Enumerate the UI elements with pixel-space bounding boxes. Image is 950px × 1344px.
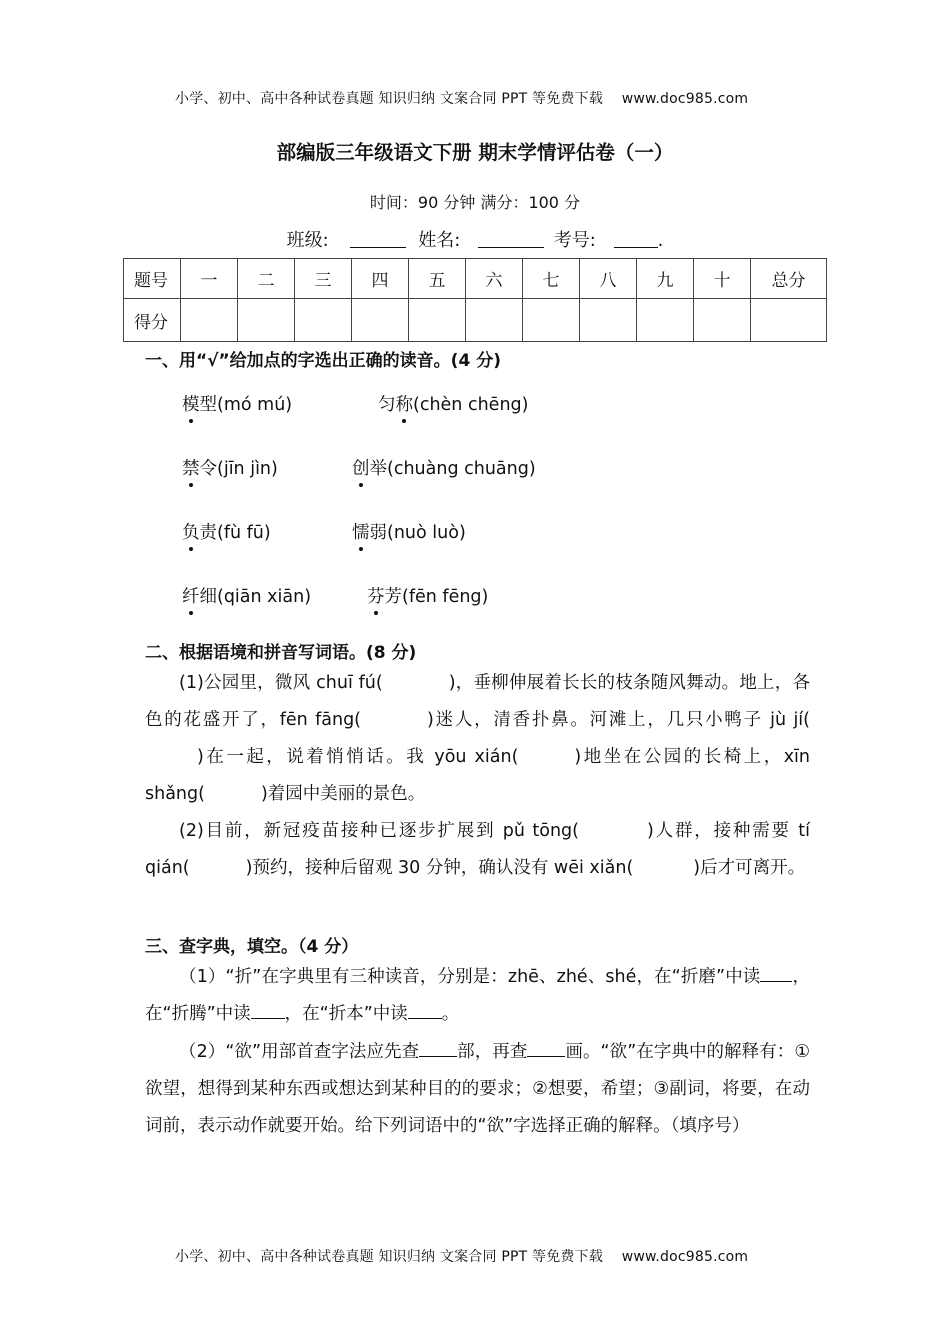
- banner-site-link[interactable]: www.doc985.com: [621, 91, 749, 107]
- page-title: 部编版三年级语文下册 期末学情评估卷（一）: [276, 141, 674, 164]
- column-header: 九: [637, 259, 694, 299]
- score-cell[interactable]: [751, 299, 827, 342]
- text-segment: )在一起，说着悄悄话。我 yōu xián(: [197, 747, 519, 767]
- pinyin-item[interactable]: [352, 519, 466, 544]
- student-info-line: [0, 226, 950, 252]
- name-blank[interactable]: [478, 229, 544, 248]
- dotted-char: 模: [182, 391, 200, 416]
- section-1-heading: 一、用“√”给加点的字选出正确的读音。(4 分): [145, 351, 501, 371]
- section-3-heading: 三、查字典，填空。（4 分）: [145, 937, 359, 957]
- answer-blank[interactable]: [251, 1003, 285, 1019]
- dotted-char: 纤: [182, 583, 200, 608]
- answer-blank[interactable]: [408, 1003, 442, 1019]
- exam-time-score: 时间：90 分钟 满分：100 分: [369, 193, 581, 212]
- column-header: 三: [295, 259, 352, 299]
- pinyin-item[interactable]: [182, 519, 271, 544]
- section-2-heading: 二、根据语境和拼音写词语。(8 分): [145, 643, 417, 663]
- pinyin-options: 芳(fēn fēng): [384, 587, 489, 607]
- dotted-char: 懦: [352, 519, 370, 544]
- score-cell[interactable]: [466, 299, 523, 342]
- class-label: 班级:: [286, 230, 329, 251]
- text-segment: ，在“折腾”中读: [145, 967, 810, 1024]
- score-cell[interactable]: [637, 299, 694, 342]
- dotted-char: 负: [182, 519, 200, 544]
- pinyin-options: 弱(nuò luò): [369, 523, 466, 543]
- pinyin-options: 责(fù fū): [199, 523, 271, 543]
- question-number-header: 题号: [124, 259, 181, 299]
- text-segment: )人群，接种需要 tí qián(: [145, 821, 810, 878]
- score-cell[interactable]: [523, 299, 580, 342]
- text-segment: )地坐在公园的长椅上，xīn shǎng(: [145, 747, 811, 804]
- text-segment: )后才可离开。: [693, 858, 806, 878]
- dotted-char: 创: [352, 455, 370, 480]
- plain-char: 匀: [378, 395, 396, 415]
- score-cell[interactable]: [694, 299, 751, 342]
- pinyin-item[interactable]: [182, 391, 292, 416]
- text-segment: （2）“欲”用部首查字法应先查: [179, 1042, 420, 1062]
- section-2-paragraph-1: [145, 665, 810, 813]
- number-blank[interactable]: [614, 229, 658, 248]
- text-segment: (1)公园里，微风 chuī fú(: [179, 673, 383, 693]
- pinyin-item[interactable]: [352, 455, 536, 480]
- pinyin-item[interactable]: [182, 583, 311, 608]
- answer-blank[interactable]: [527, 1041, 565, 1057]
- column-header: 七: [523, 259, 580, 299]
- text-segment: )，垂柳伸展着长长的枝条随风舞动。地上，各色的花盛开了，fēn fāng(: [145, 673, 810, 730]
- text-segment: 。: [441, 1004, 460, 1024]
- score-row-header: 得分: [124, 299, 181, 342]
- column-header: 二: [238, 259, 295, 299]
- banner-text: 小学、初中、高中各种试卷真题 知识归纳 文案合同 PPT 等免费下载: [175, 91, 604, 107]
- class-blank[interactable]: [350, 229, 406, 248]
- text-segment: )着园中美丽的景色。: [260, 784, 426, 804]
- banner-site-link[interactable]: www.doc985.com: [621, 1249, 749, 1265]
- dotted-char: 称: [396, 391, 414, 416]
- score-cell[interactable]: [580, 299, 637, 342]
- pinyin-options: 细(qiān xiān): [199, 587, 312, 607]
- score-cell[interactable]: [181, 299, 238, 342]
- text-segment: (2)目前，新冠疫苗接种已逐步扩展到 pǔ tōng(: [179, 821, 579, 841]
- text-segment: 部，再查: [457, 1042, 528, 1062]
- banner-text: 小学、初中、高中各种试卷真题 知识归纳 文案合同 PPT 等免费下载: [175, 1249, 604, 1265]
- score-table-header-row: [124, 259, 827, 299]
- score-table-score-row: [124, 299, 827, 342]
- text-segment: （1）“折”在字典里有三种读音，分别是：zhē、zhé、shé，在“折磨”中读: [179, 967, 761, 987]
- name-label: 姓名:: [418, 230, 461, 251]
- column-header: 六: [466, 259, 523, 299]
- pinyin-item[interactable]: [378, 391, 528, 416]
- pinyin-options: (chèn chēng): [413, 395, 529, 415]
- answer-blank[interactable]: [419, 1041, 457, 1057]
- pinyin-options: 举(chuàng chuāng): [369, 459, 536, 479]
- score-cell[interactable]: [295, 299, 352, 342]
- number-label: 考号:: [553, 230, 596, 251]
- text-segment: ，在“折本”中读: [284, 1004, 408, 1024]
- dotted-char: 禁: [182, 455, 200, 480]
- pinyin-item[interactable]: [182, 455, 278, 480]
- dotted-char: 芬: [367, 583, 385, 608]
- section-3-paragraph-1: [145, 959, 810, 1033]
- text-segment: )预约，接种后留观 30 分钟，确认没有 wēi xiǎn(: [245, 858, 634, 878]
- score-table: [123, 258, 827, 342]
- column-header: 一: [181, 259, 238, 299]
- column-header: 十: [694, 259, 751, 299]
- total-header: 总分: [751, 259, 827, 299]
- text-segment: )迷人，清香扑鼻。河滩上，几只小鸭子 jù jí(: [427, 710, 810, 730]
- column-header: 五: [409, 259, 466, 299]
- pinyin-item[interactable]: [367, 583, 488, 608]
- pinyin-options: 令(jīn jìn): [199, 459, 278, 479]
- section-3-paragraph-2: [145, 1034, 810, 1145]
- section-2-paragraph-2: [145, 813, 810, 887]
- column-header: 四: [352, 259, 409, 299]
- bottom-banner: [175, 1246, 748, 1266]
- text-segment: 画。“欲”在字典中的解释有：①欲望，想得到某种东西或想达到某种目的的要求；②想要，希望；③副词，将要，在动词前，表示动作就要开始。给下列词语中的“欲”字选择正确的解释。（填序号）: [145, 1042, 811, 1136]
- column-header: 八: [580, 259, 637, 299]
- score-cell[interactable]: [238, 299, 295, 342]
- top-banner: [175, 88, 748, 108]
- score-cell[interactable]: [409, 299, 466, 342]
- score-cell[interactable]: [352, 299, 409, 342]
- info-end-punct: .: [657, 230, 664, 251]
- pinyin-options: 型(mó mú): [199, 395, 293, 415]
- answer-blank[interactable]: [760, 966, 792, 982]
